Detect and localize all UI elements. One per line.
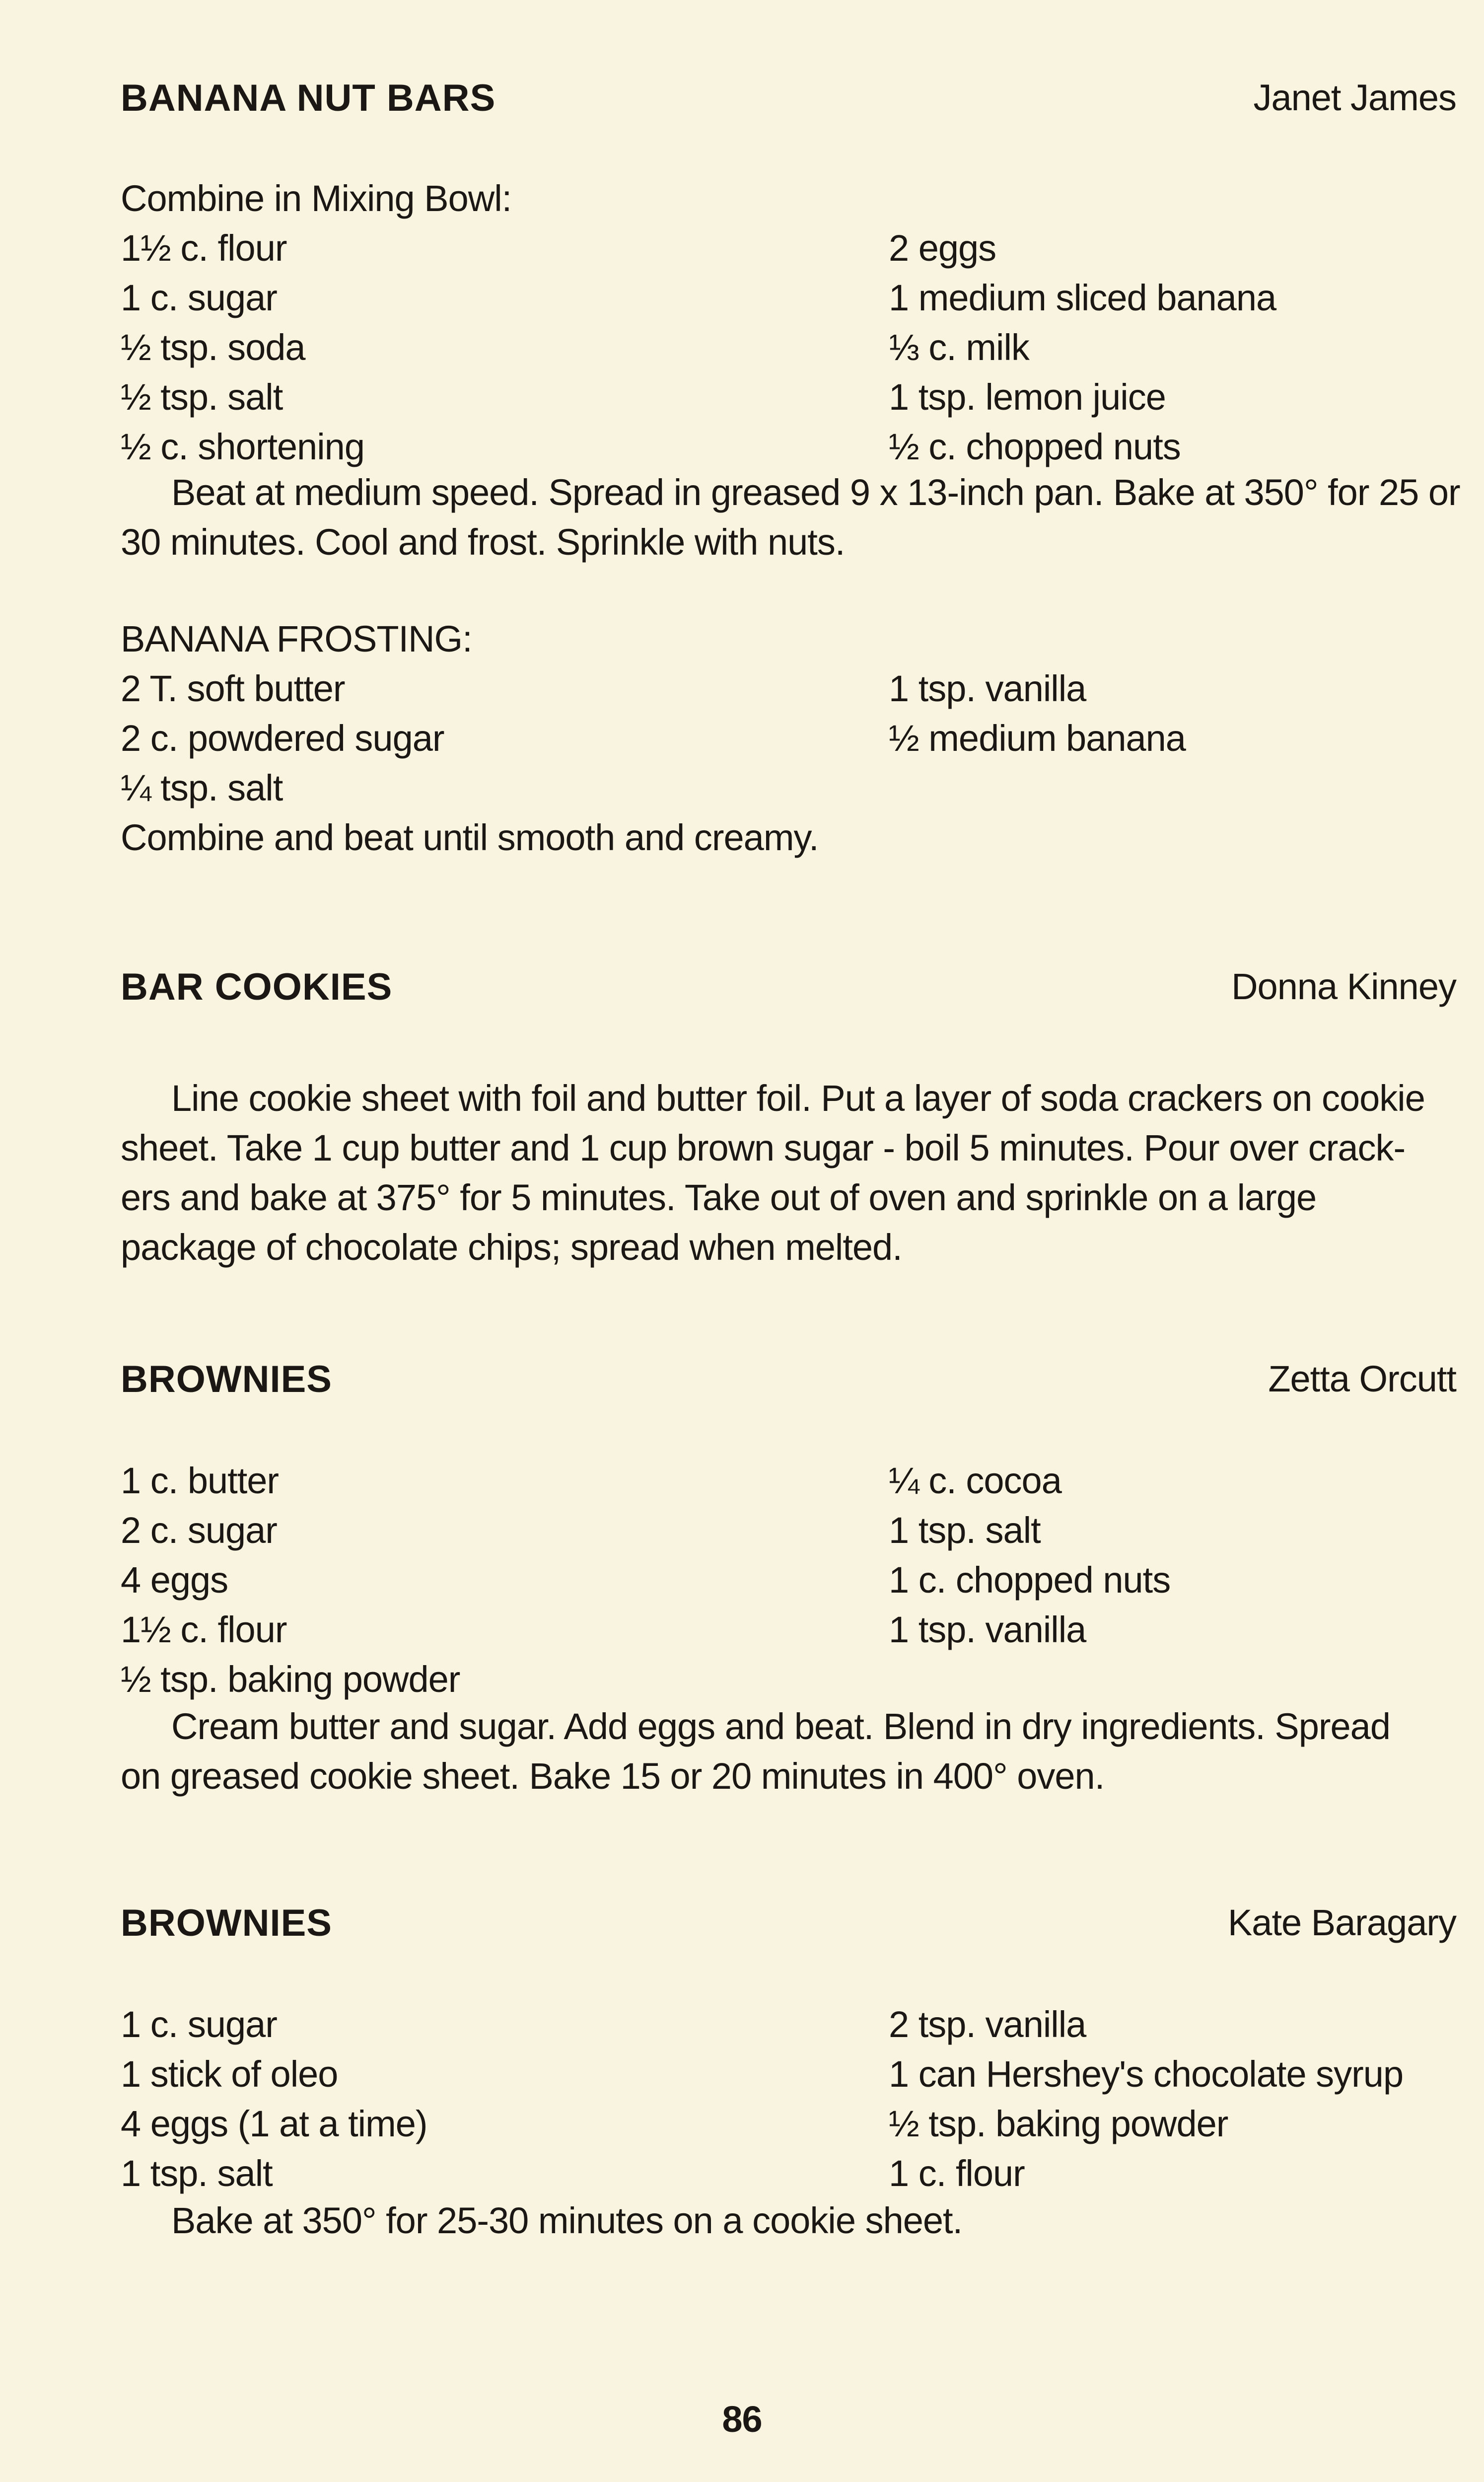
ingredient: 2 tsp. vanilla — [889, 2004, 1086, 2045]
ingredient: 4 eggs — [121, 1559, 228, 1601]
ingredient: ½ c. chopped nuts — [889, 426, 1181, 467]
ingredient: 1 tsp. lemon juice — [889, 376, 1166, 418]
instruction-line: Cream butter and sugar. Add eggs and beat. Blend in dry ingredients. Spread — [171, 1706, 1390, 1747]
ingredient: 2 c. powdered sugar — [121, 718, 444, 759]
ingredient: 1 c. sugar — [121, 2004, 277, 2045]
instruction-line: on greased cookie sheet. Bake 15 or 20 minutes in 400° oven. — [121, 1755, 1105, 1797]
instruction-line: ers and bake at 375° for 5 minutes. Take out of oven and sprinkle on a large — [121, 1177, 1317, 1218]
ingredient: 1 tsp. salt — [889, 1510, 1041, 1551]
recipe-author: Zetta Orcutt — [1268, 1358, 1456, 1399]
ingredient: 2 c. sugar — [121, 1510, 277, 1551]
ingredient: 1 stick of oleo — [121, 2053, 338, 2095]
ingredient: 1 tsp. vanilla — [889, 1609, 1086, 1650]
ingredient: 2 eggs — [889, 227, 996, 269]
ingredient: 1 tsp. salt — [121, 2153, 273, 2194]
recipe-author: Donna Kinney — [1231, 966, 1456, 1007]
ingredient: ¼ tsp. salt — [121, 767, 283, 808]
instruction-line: Bake at 350° for 25-30 minutes on a cookie sheet. — [171, 2200, 963, 2241]
ingredient: 1½ c. flour — [121, 1609, 287, 1650]
recipe-title: BANANA NUT BARS — [121, 77, 496, 119]
subrecipe-title: BANANA FROSTING: — [121, 618, 472, 659]
ingredient: ⅓ c. milk — [889, 327, 1029, 368]
ingredient: 1 tsp. vanilla — [889, 668, 1086, 709]
ingredient: 1 c. chopped nuts — [889, 1559, 1171, 1601]
ingredient: ½ medium banana — [889, 718, 1186, 759]
instruction-line: sheet. Take 1 cup butter and 1 cup brown sugar - boil 5 minutes. Pour over crack- — [121, 1127, 1406, 1168]
instruction-line: Beat at medium speed. Spread in greased 9 x 13-inch pan. Bake at 350° for 25 or — [171, 472, 1460, 513]
ingredient: ½ tsp. baking powder — [889, 2103, 1228, 2144]
instruction-line: Line cookie sheet with foil and butter foil. Put a layer of soda crackers on cookie — [171, 1078, 1425, 1119]
ingredient: 1 c. flour — [889, 2153, 1025, 2194]
recipe-title: BAR COOKIES — [121, 966, 393, 1008]
instruction-line: Combine and beat until smooth and creamy. — [121, 817, 819, 858]
instruction-line: 30 minutes. Cool and frost. Sprinkle with nuts. — [121, 521, 845, 563]
ingredient: ¼ c. cocoa — [889, 1460, 1061, 1501]
ingredient: ½ tsp. soda — [121, 327, 305, 368]
ingredient: 1 c. sugar — [121, 277, 277, 318]
instruction-line: package of chocolate chips; spread when melted. — [121, 1227, 902, 1268]
ingredient: ½ tsp. salt — [121, 376, 283, 418]
ingredient: ½ c. shortening — [121, 426, 364, 467]
recipe-title: BROWNIES — [121, 1902, 332, 1944]
page-number: 86 — [722, 2399, 762, 2440]
ingredient: 1 c. butter — [121, 1460, 279, 1501]
ingredient: 4 eggs (1 at a time) — [121, 2103, 427, 2144]
recipe-title: BROWNIES — [121, 1358, 332, 1400]
ingredient: 1 medium sliced banana — [889, 277, 1276, 318]
recipe-author: Janet James — [1253, 77, 1456, 118]
ingredient: 1½ c. flour — [121, 227, 287, 269]
ingredient: 2 T. soft butter — [121, 668, 345, 709]
ingredient: ½ tsp. baking powder — [121, 1659, 460, 1700]
ingredient: 1 can Hershey's chocolate syrup — [889, 2053, 1404, 2095]
recipe-author: Kate Baragary — [1227, 1902, 1456, 1943]
recipe-intro: Combine in Mixing Bowl: — [121, 178, 512, 219]
